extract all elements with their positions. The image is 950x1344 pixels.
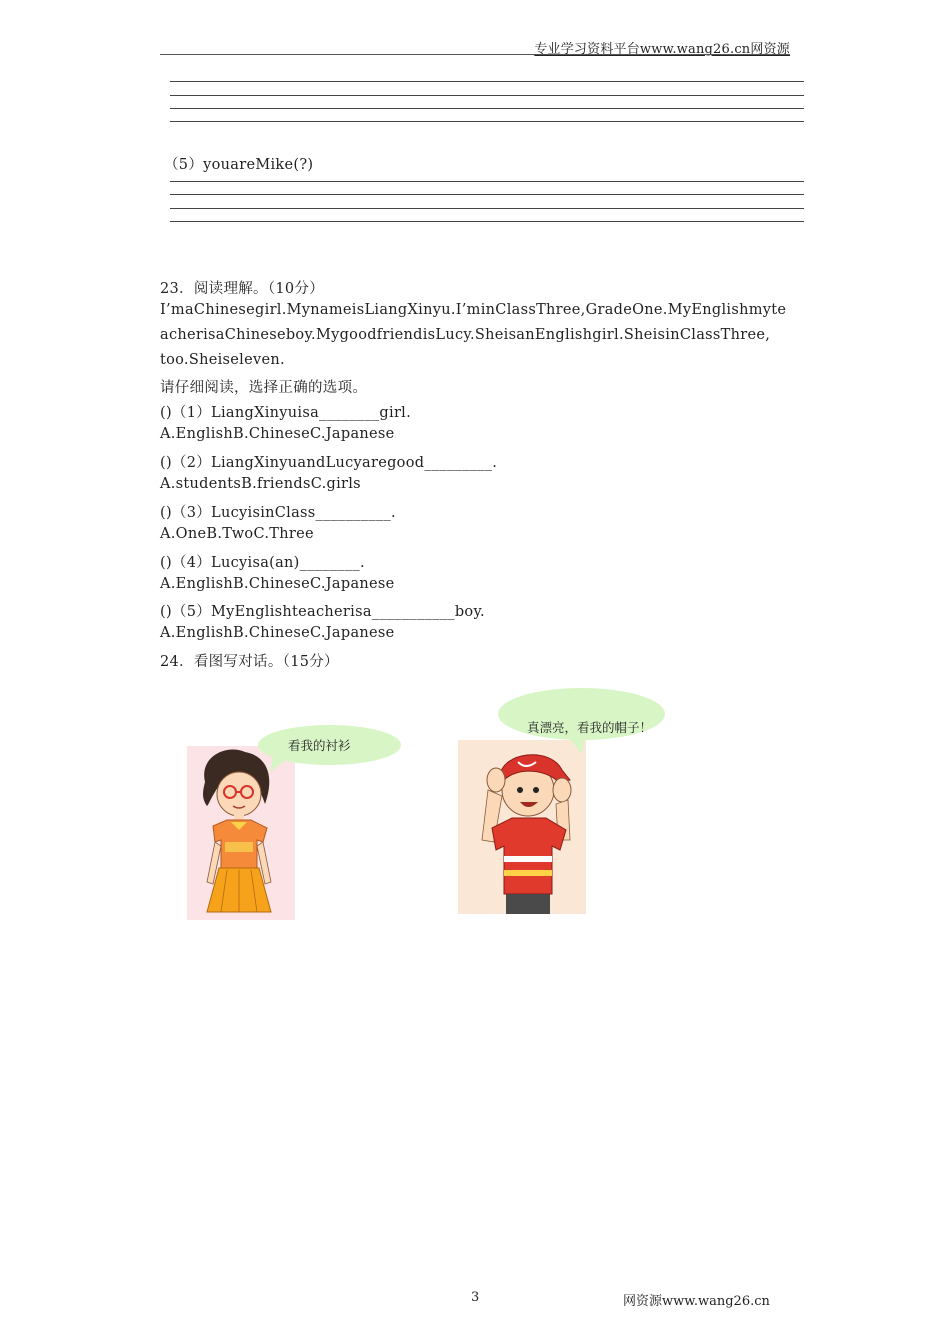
- writing-line: [170, 95, 804, 96]
- question-3: ()（3）LucyisinClass__________.: [160, 505, 396, 521]
- boy-illustration: [458, 740, 586, 914]
- writing-line: [170, 221, 804, 222]
- question-5-prompt: （5）youareMike(?): [164, 157, 314, 173]
- question-2-options: A.studentsB.friendsC.girls: [160, 476, 361, 492]
- question-2: ()（2）LiangXinyuandLucyaregood_________.: [160, 455, 498, 471]
- instruction-text: 请仔细阅读，选择正确的选项。: [160, 380, 368, 396]
- passage-line-1: I’maChinesegirl.MynameisLiangXinyu.I’minClassThree,GradeOne.MyEnglishmyte: [160, 302, 787, 318]
- question-4: ()（4）Lucyisa(an)________.: [160, 555, 365, 571]
- girl-bubble-text: 看我的衬衫: [288, 738, 351, 753]
- question-5: ()（5）MyEnglishteacherisa___________boy.: [160, 604, 485, 620]
- boy-figure: [458, 740, 586, 914]
- header-divider: [160, 54, 790, 55]
- question-4-options: A.EnglishB.ChineseC.Japanese: [160, 576, 395, 592]
- question-5-options: A.EnglishB.ChineseC.Japanese: [160, 625, 395, 641]
- question-1: ()（1）LiangXinyuisa________girl.: [160, 405, 412, 421]
- speech-bubble-tail: [268, 752, 298, 774]
- page-number: 3: [471, 1290, 480, 1305]
- question-3-options: A.OneB.TwoC.Three: [160, 526, 314, 542]
- writing-line: [170, 181, 804, 182]
- writing-line: [170, 194, 804, 195]
- section-24-title: 24．看图写对话。（15分）: [160, 654, 339, 670]
- passage-line-2: acherisaChineseboy.MygoodfriendisLucy.SheisanEnglishgirl.SheisinClassThree,: [160, 327, 771, 343]
- writing-line: [170, 81, 804, 82]
- question-1-options: A.EnglishB.ChineseC.Japanese: [160, 426, 395, 442]
- section-23-title: 23．阅读理解。（10分）: [160, 281, 325, 297]
- header-site-text: 专业学习资料平台www.wang26.cn网资源: [534, 42, 790, 57]
- passage-line-3: too.Sheiseleven.: [160, 352, 285, 368]
- writing-line: [170, 208, 804, 209]
- boy-bubble-text: 真漂亮，看我的帽子！: [527, 720, 653, 735]
- writing-line: [170, 108, 804, 109]
- writing-line: [170, 121, 804, 122]
- footer-site-text: 网资源www.wang26.cn: [623, 1294, 770, 1309]
